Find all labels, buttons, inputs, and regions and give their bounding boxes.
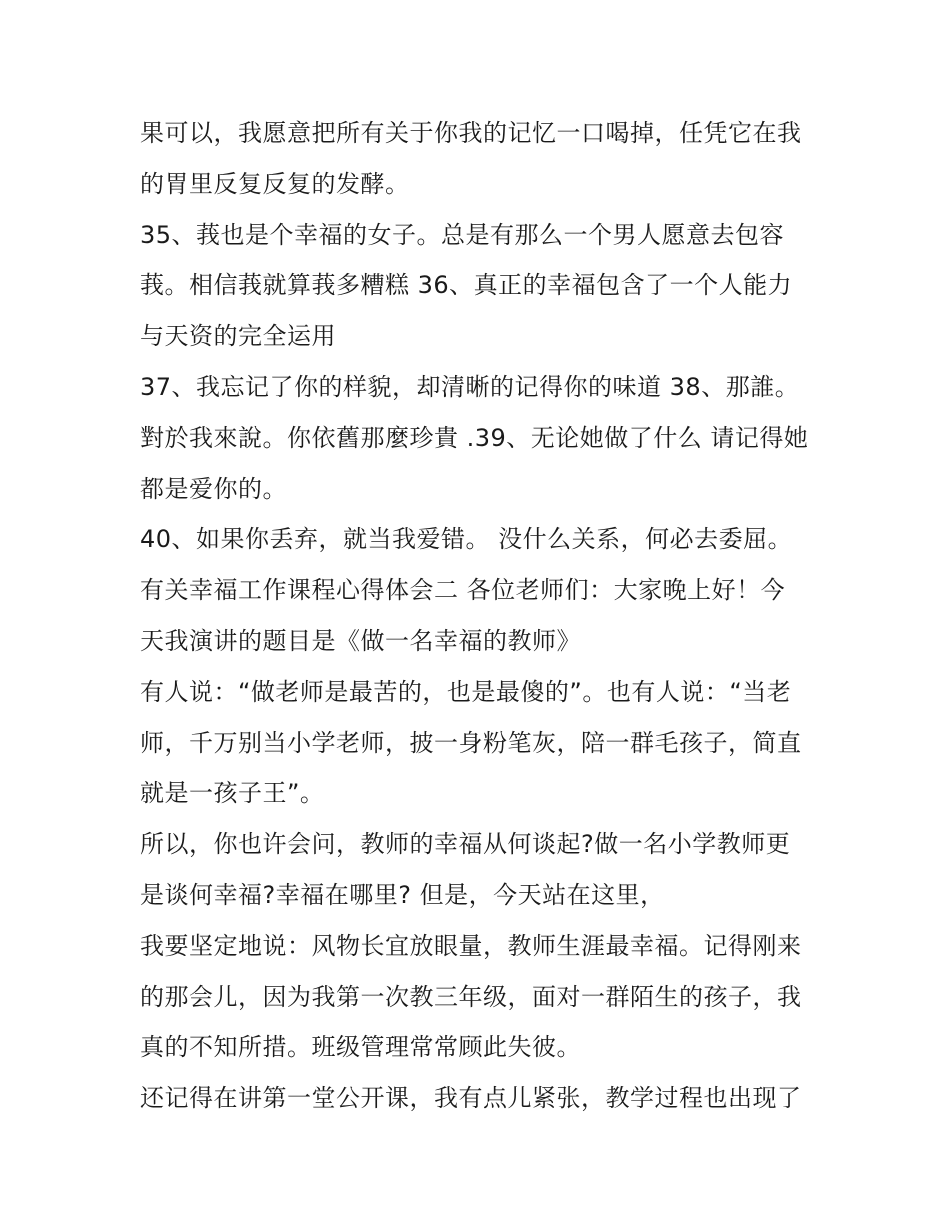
text-line: 莪。相信莪就算莪多糟糕 36、真正的幸福包含了一个人能力 [140, 271, 793, 300]
text-line: 与天资的完全运用 [140, 322, 336, 351]
text-line: 是谈何幸福?幸福在哪里? 但是，今天站在这里， [140, 880, 665, 909]
text-line: 师，千万别当小学老师，披一身粉笔灰，陪一群毛孩子，简直 [140, 728, 802, 757]
text-line: 對於我來說。你依舊那麼珍貴 .39、无论她做了什么 请记得她 [140, 423, 809, 452]
text-line: 还记得在讲第一堂公开课，我有点儿紧张，教学过程也出现了 [140, 1084, 802, 1113]
document-body [140, 108, 830, 1124]
text-line: 真的不知所措。班级管理常常顾此失彼。 [140, 1033, 581, 1062]
text-line: 37、我忘记了你的样貌，却清晰的记得你的味道 38、那誰。 [140, 372, 800, 401]
text-line: 我要坚定地说：风物长宜放眼量，教师生涯最幸福。记得刚来 [140, 931, 802, 960]
text-line: 有人说：“做老师是最苦的，也是最傻的”。也有人说：“当老 [140, 677, 792, 706]
text-line: 天我演讲的题目是《做一名幸福的教师》 [140, 626, 581, 655]
text-line: 40、如果你丢弃，就当我爱错。 没什么关系，何必去委屈。 [140, 525, 793, 554]
text-line: 有关幸福工作课程心得体会二 各位老师们：大家晚上好！今 [140, 576, 786, 605]
text-line: 果可以，我愿意把所有关于你我的记忆一口喝掉，任凭它在我 [140, 119, 802, 147]
text-line: 就是一孩子王”。 [140, 779, 325, 808]
text-line: 都是爱你的。 [140, 474, 287, 503]
text-line: 35、莪也是个幸福的女子。总是有那么一个男人愿意去包容 [140, 220, 785, 249]
text-line: 的胃里反复反复的发酵。 [140, 169, 410, 198]
text-line: 所以，你也许会问，教师的幸福从何谈起?做一名小学教师更 [140, 830, 791, 859]
text-line: 的那会儿，因为我第一次教三年级，面对一群陌生的孩子，我 [140, 982, 802, 1011]
